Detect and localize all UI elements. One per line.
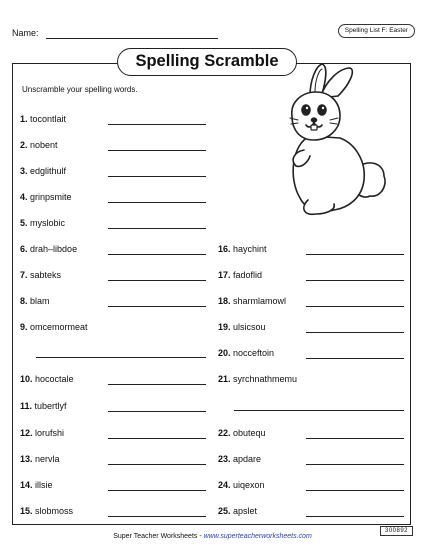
answer-line[interactable] bbox=[108, 280, 206, 281]
list-item: 14. illsie bbox=[20, 480, 53, 490]
list-item: 23. apdare bbox=[218, 454, 262, 464]
answer-line[interactable] bbox=[108, 464, 206, 465]
answer-line[interactable] bbox=[306, 490, 404, 491]
list-item: 4. grinpsmite bbox=[20, 192, 72, 202]
list-item: 9. omcemormeat bbox=[20, 322, 88, 332]
worksheet-code: 300892 bbox=[380, 526, 413, 536]
list-item: 17. fadoflid bbox=[218, 270, 263, 280]
answer-line[interactable] bbox=[108, 202, 206, 203]
list-item: 16. haychint bbox=[218, 244, 267, 254]
page-title: Spelling Scramble bbox=[117, 48, 297, 76]
list-item: 1. tocontlait bbox=[20, 114, 67, 124]
answer-line[interactable] bbox=[36, 357, 206, 358]
answer-line[interactable] bbox=[306, 516, 404, 517]
answer-line[interactable] bbox=[108, 490, 206, 491]
list-item: 11. tubertlyf bbox=[20, 401, 67, 411]
answer-line[interactable] bbox=[306, 464, 404, 465]
bunny-illustration bbox=[270, 58, 390, 223]
list-item: 5. myslobic bbox=[20, 218, 66, 228]
list-item: 20. nocceftoin bbox=[218, 348, 275, 358]
answer-line[interactable] bbox=[108, 516, 206, 517]
answer-line[interactable] bbox=[306, 280, 404, 281]
footer-url-link[interactable]: www.superteacherworksheets.com bbox=[203, 533, 312, 540]
list-item: 21. syrchnathmemu bbox=[218, 374, 298, 384]
answer-line[interactable] bbox=[108, 228, 206, 229]
spelling-list-badge: Spelling List F: Easter bbox=[338, 24, 415, 38]
list-item: 8. blam bbox=[20, 296, 50, 306]
footer-text: Super Teacher Worksheets - bbox=[113, 533, 204, 540]
footer bbox=[0, 533, 425, 540]
answer-line[interactable] bbox=[108, 438, 206, 439]
list-item: 24. uiqexon bbox=[218, 480, 265, 490]
list-item: 6. drah–libdoe bbox=[20, 244, 78, 254]
list-item: 7. sabteks bbox=[20, 270, 62, 280]
answer-line[interactable] bbox=[234, 410, 404, 411]
list-item: 2. nobent bbox=[20, 140, 58, 150]
list-item: 13. nervla bbox=[20, 454, 60, 464]
answer-line[interactable] bbox=[108, 384, 206, 385]
answer-line[interactable] bbox=[108, 124, 206, 125]
list-item: 22. obutequ bbox=[218, 428, 266, 438]
answer-line[interactable] bbox=[108, 176, 206, 177]
answer-line[interactable] bbox=[108, 306, 206, 307]
answer-line[interactable] bbox=[306, 306, 404, 307]
answer-line[interactable] bbox=[306, 358, 404, 359]
answer-line[interactable] bbox=[108, 254, 206, 255]
list-item: 10. hococtale bbox=[20, 374, 74, 384]
answer-line[interactable] bbox=[306, 254, 404, 255]
answer-line[interactable] bbox=[108, 150, 206, 151]
answer-line[interactable] bbox=[306, 332, 404, 333]
answer-line[interactable] bbox=[108, 411, 206, 412]
name-line bbox=[46, 38, 218, 39]
list-item: 12. lorufshi bbox=[20, 428, 65, 438]
instructions: Unscramble your spelling words. bbox=[22, 85, 138, 94]
list-item: 19. ulsicsou bbox=[218, 322, 266, 332]
list-item: 25. apslet bbox=[218, 506, 258, 516]
list-item: 15. slobmoss bbox=[20, 506, 74, 516]
list-item: 18. sharmlamowl bbox=[218, 296, 287, 306]
name-label: Name: bbox=[12, 28, 39, 38]
answer-line[interactable] bbox=[306, 438, 404, 439]
list-item: 3. edglithulf bbox=[20, 166, 67, 176]
